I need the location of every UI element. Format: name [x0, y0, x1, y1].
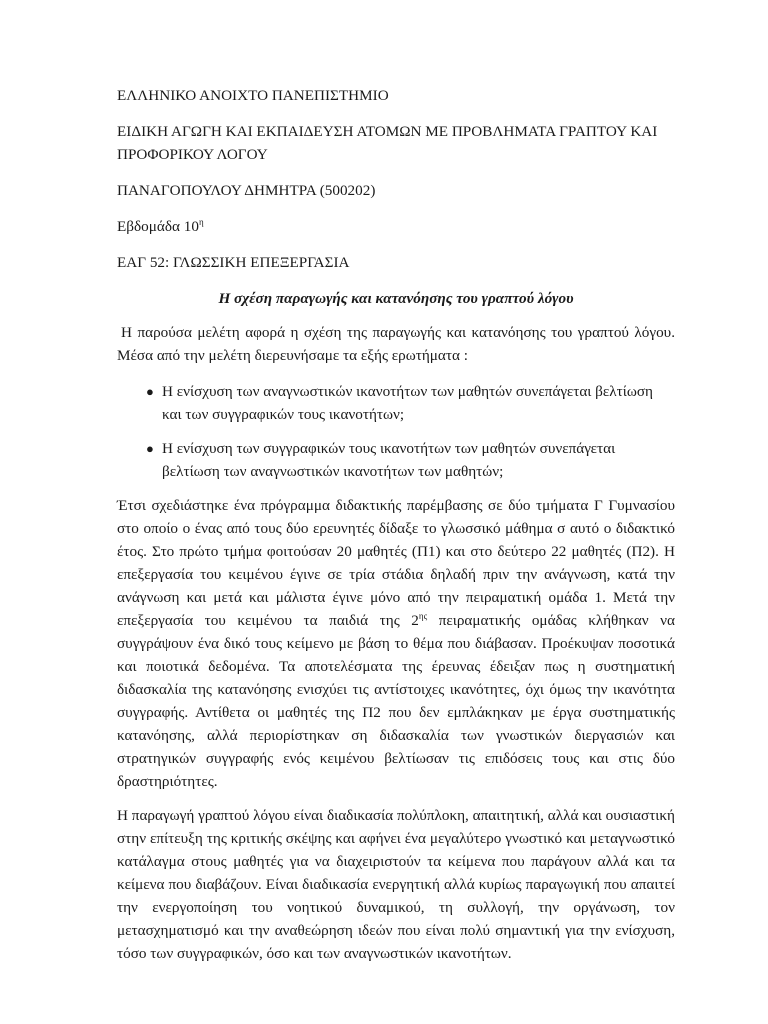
bullet-icon: ●: [146, 441, 154, 456]
week-superscript: η: [198, 216, 204, 227]
bullet-icon: ●: [146, 384, 154, 399]
list-item: [117, 380, 675, 426]
method-text-b: πειραματικής ομάδας κλήθηκαν να συγγράψουν ένα δικό τους κείμενο με βάση το θέμα που διάβασαν. Προέκυψαν ποσοτικά και ποιοτικά δεδομένα. Τα αποτελέσματα της έρευνας έδειξαν πως η συστηματική διδασκαλία της κατανόησης ενισχύει τις αντίστοιχες ικανότητες, όχι όμως την ικανότητα συγγραφής. Αντίθετα οι μαθητές της Π2 που δεν εμπλάκηκαν με έργα συστηματικής κατανόησης, αλλά περιορίστηκαν ση διδασκαλία των γνωστικών διεργασιών και στρατηγικών συγγραφής ενός κειμένου βελτίωσαν τις επιδόσεις τους και στις δύο δραστηριότητες.: [117, 612, 675, 790]
list-item-text: Η ενίσχυση των αναγνωστικών ικανοτήτων των μαθητών συνεπάγεται βελτίωση και των συγγραφικών τους ικανοτήτων;: [162, 383, 653, 423]
essay-title: Η σχέση παραγωγής και κατανόησης του γραπτού λόγου: [218, 290, 574, 307]
ordinal-superscript: ης: [418, 610, 428, 621]
week-text: Εβδομάδα 10: [117, 218, 199, 235]
course-program: ΕΙΔΙΚΗ ΑΓΩΓΗ ΚΑΙ ΕΚΠΑΙΔΕΥΣΗ ΑΤΟΜΩΝ ΜΕ ΠΡΟΒΛΗΜΑΤΑ ΓΡΑΠΤΟΥ ΚΑΙ ΠΡΟΦΟΡΙΚΟΥ ΛΟΓΟΥ: [117, 123, 658, 163]
list-item: [117, 437, 675, 483]
question-list: [117, 380, 675, 483]
week-label: [117, 215, 675, 238]
document-body: [117, 84, 675, 976]
author-name: ΠΑΝΑΓΟΠΟΥΛΟΥ ΔΗΜΗΤΡΑ (500202): [117, 182, 376, 199]
list-item-text: Η ενίσχυση των συγγραφικών τους ικανοτήτων των μαθητών συνεπάγεται βελτίωση των αναγνωστικών ικανοτήτων των μαθητών;: [162, 440, 616, 480]
discussion-paragraph: Η παραγωγή γραπτού λόγου είναι διαδικασία πολύπλοκη, απαιτητική, αλλά και ουσιαστική στην επίτευξη της κριτικής σκέψης και αφήνει ένα μεγαλύτερο γνωστικό και μεταγνωστικό κατάλαγμα στους μαθητές για να διαχειριστούν τα κείμενα που παράγουν αλλά και τα κείμενα που διαβάζουν. Είναι διαδικασία ενεργητική αλλά κυρίως παραγωγική που απαιτεί την ενεργοποίηση του νοητικού δυναμικού, τη συλλογή, την οργάνωση, τον μετασχηματισμό και την αναθεώρηση ιδεών που είναι πολύ σημαντική για την ενίσχυση, τόσο των συγγραφικών, όσο και των αναγνωστικών ικανοτήτων.: [117, 807, 675, 962]
method-text-a: Έτσι σχεδιάστηκε ένα πρόγραμμα διδακτικής παρέμβασης σε δύο τμήματα Γ Γυμνασίου στο οποίο ο ένας από τους δύο ερευνητές δίδαξε το γλωσσικό μάθημα σ αυτό ο διδακτικό έτος. Στο πρώτο τμήμα φοιτούσαν 20 μαθητές (Π1) και στο δεύτερο 22 μαθητές (Π2). Η επεξεργασία του κειμένου έγινε σε τρία στάδια δηλαδή πριν την ανάγνωση, κατά την ανάγνωση και μετά και μάλιστα έγινε μόνο από την πειραματική ομάδα 1. Μετά την επεξεργασία του κειμένου τα παιδιά της 2: [117, 497, 675, 629]
method-paragraph: [117, 494, 675, 793]
university-name: ΕΛΛΗΝΙΚΟ ΑΝΟΙΧΤΟ ΠΑΝΕΠΙΣΤΗΜΙΟ: [117, 87, 389, 104]
course-code: ΕΑΓ 52: ΓΛΩΣΣΙΚΗ ΕΠΕΞΕΡΓΑΣΙΑ: [117, 254, 350, 271]
intro-paragraph: Η παρούσα μελέτη αφορά η σχέση της παραγωγής και κατανόησης του γραπτού λόγου. Μέσα από την μελέτη διερευνήσαμε τα εξής ερωτήματα :: [117, 324, 675, 364]
